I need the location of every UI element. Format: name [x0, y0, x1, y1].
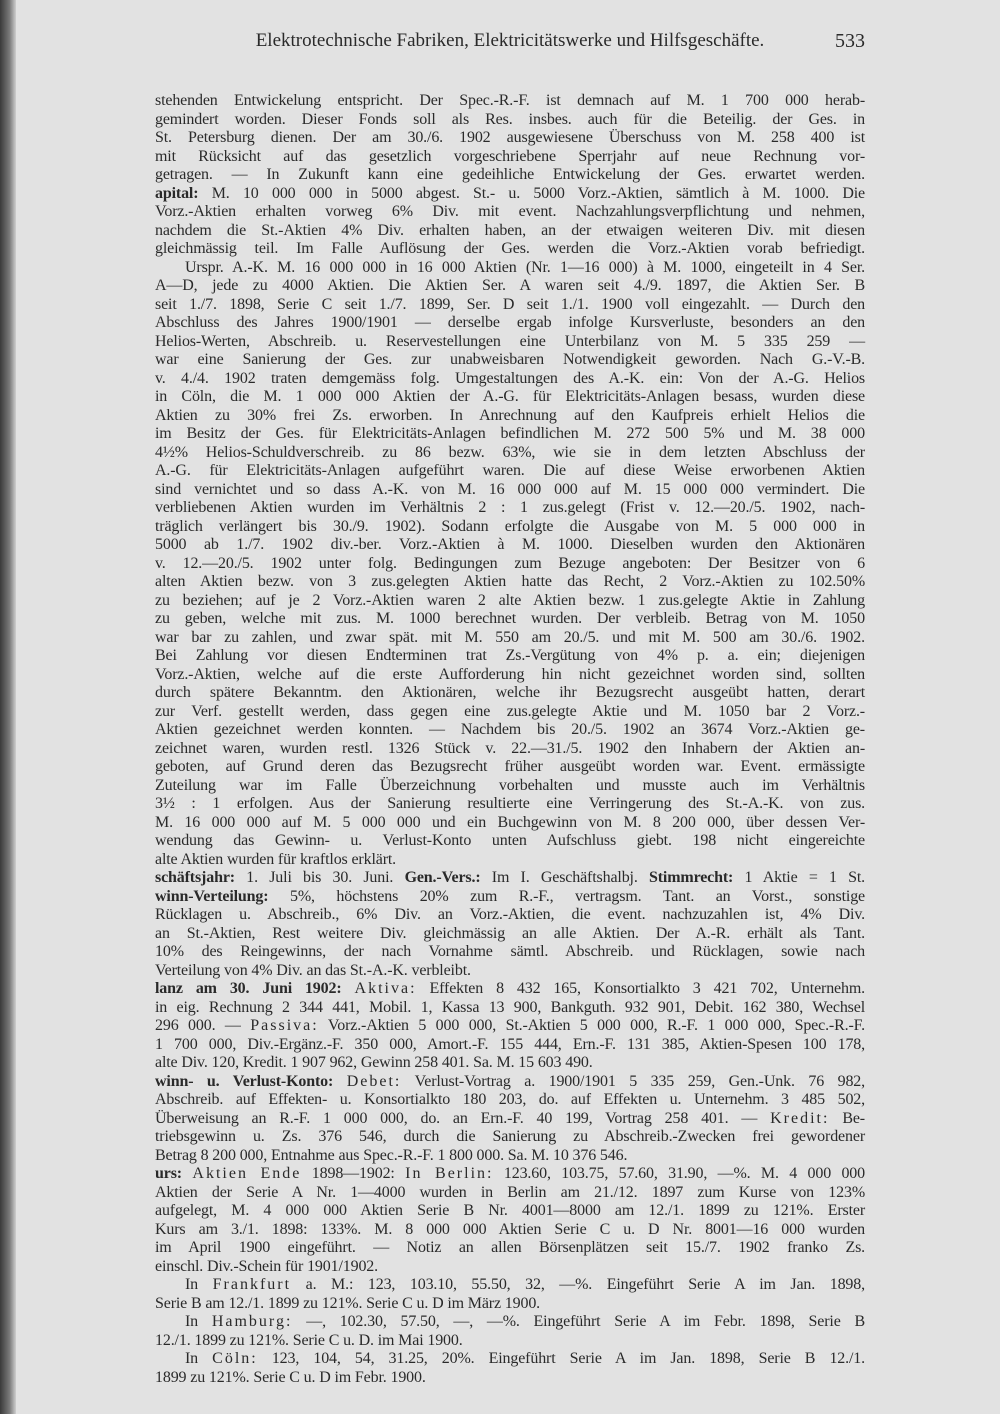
text-segment: gleichmässig teil. Im Falle Auflösung der Ges. werden die Vorz.-Aktien vorab befriedigt. [155, 240, 865, 257]
text-segment: gemindert worden. Dieser Fonds soll als Res. insbes. auch für die Beteilig. der Ges. in [155, 110, 865, 128]
spaced-term: Aktien Ende [192, 1165, 302, 1182]
text-segment: Überweisung an R.-F. 1 000 000, do. an Ern.-F. 40 199, Vortrag 258 401. — [155, 1109, 771, 1127]
text-line [155, 592, 865, 611]
run-in-heading: lanz am 30. Juni 1902: [155, 980, 342, 997]
text-line [155, 277, 865, 296]
page-number: 533 [835, 30, 865, 52]
text-segment: M. 10 000 000 in 5000 abgest. St.- u. 5000 Vorz.-Aktien, sämtlich à M. 1000. Die [198, 184, 865, 202]
text-line [155, 351, 865, 370]
run-in-heading: Gen.-Vers.: [404, 869, 481, 886]
text-segment: 5000 ab 1./7. 1902 div.-ber. Vorz.-Aktien à M. 1000. Dieselben wurden den Aktionären [155, 536, 865, 553]
text-line [155, 259, 865, 278]
text-line [155, 185, 865, 204]
text-segment: triebsgewinn u. Zs. 376 546, durch die Sanierung zu Abschreib.-Zwecken frei gewordener [155, 1128, 865, 1145]
text-line [155, 721, 865, 740]
text-segment: Betrag 8 200 000, Entnahme aus Spec.-R.-F. 1 800 000. Sa. M. 10 376 546. [155, 1146, 628, 1164]
text-segment: alte Aktien wurden für kraftlos erklärt. [155, 850, 397, 868]
text-line [155, 1350, 865, 1369]
text-segment: an St.-Aktien, Rest weitere Div. gleichmässig an alle Aktien. Der A.-R. erhält als Tant. [155, 924, 865, 942]
text-segment: 1898—1902: [301, 1165, 406, 1182]
text-segment: v. 4./4. 1902 traten demgemäss folg. Umgestaltungen des A.-K. ein: Von der A.-G. Helios [155, 369, 865, 387]
run-in-heading: winn- u. Verlust-Konto: [155, 1072, 334, 1090]
text-segment: seit 1./7. 1898, Serie C seit 1./7. 1899, Ser. D seit 1./1. 1900 voll eingezahlt. — Durch den [155, 295, 865, 313]
text-line [155, 1258, 865, 1277]
text-line [155, 1276, 865, 1295]
text-segment: Serie B am 12./1. 1899 zu 121%. Serie C u. D im März 1900. [155, 1294, 541, 1312]
text-segment: 296 000. — [155, 1017, 251, 1034]
text-segment: 123.60, 103.75, 57.60, 31.90, —%. M. 4 000 000 [493, 1165, 865, 1182]
text-segment: A—D, jede zu 4000 Aktien. Die Aktien Ser. A waren seit 4./9. 1897, die Aktien Ser. B [155, 277, 865, 294]
run-in-heading: Stimmrecht: [648, 869, 734, 886]
spaced-term: Kredit: [770, 1109, 830, 1127]
text-segment [333, 1073, 347, 1090]
text-segment: 1 700 000, Div.-Ergänz.-F. 350 000, Amort.-F. 155 444, Ern.-F. 131 385, Aktien-Spesen 100 178, [155, 1035, 865, 1053]
text-segment: Abschreib. auf Effekten- u. Konsortialkto 180 203, do. auf Effekten u. Unternehm. 3 485 502, [155, 1091, 865, 1108]
text-line [155, 1239, 865, 1258]
text-segment [182, 1165, 192, 1182]
text-line [155, 573, 865, 592]
running-header-title: Elektrotechnische Fabriken, Elektricitätswerke und Hilfsgeschäfte. [255, 30, 765, 51]
text-line [155, 758, 865, 777]
text-segment: Rücklagen u. Abschreib., 6% Div. an Vorz.-Aktien, die event. nachzuzahlen ist, 4% Div. [155, 906, 865, 923]
text-line [155, 370, 865, 389]
text-segment: zur Verf. gestellt werden, dass gegen eine zus.gelegte Aktie und M. 1050 bar 2 Vorz.- [155, 702, 865, 720]
text-line [155, 222, 865, 241]
text-segment: St. Petersburg dienen. Der am 30./6. 1902 ausgewiesene Überschuss von M. 258 400 ist [155, 129, 865, 146]
text-segment: zu beziehen; auf je 2 Vorz.-Aktien waren 2 alte Aktien bezw. 1 zus.gelegte Aktie in Zahlung [155, 591, 865, 609]
text-segment: Verlust-Vortrag a. 1900/1901 5 335 259, Gen.-Unk. 76 982, [401, 1072, 865, 1090]
text-line [155, 610, 865, 629]
text-segment: A.-G. für Elektricitäts-Anlagen aufgeführt waren. Die auf diese Weise erworbenen Aktien [155, 462, 865, 479]
text-segment: In [185, 1350, 213, 1367]
text-segment: 5%, höchstens 20% zum R.-F., vertragsm. Tant. an Vorst., sonstige [268, 887, 865, 905]
text-segment: aufgelegt, M. 4 000 000 Aktien Serie B Nr. 4001—8000 am 12./1. 1899 zu 121%. Erster [155, 1202, 865, 1219]
text-line [155, 240, 865, 259]
text-line [155, 555, 865, 574]
spaced-term: Hamburg: [211, 1313, 293, 1330]
text-line [155, 999, 865, 1018]
text-line [155, 111, 865, 130]
text-line [155, 1036, 865, 1055]
text-segment: nachdem die St.-Aktien 4% Div. erhalten haben, an der etwaigen weiteren Div. mit diesen [155, 221, 865, 239]
spaced-term: Aktiva: [354, 980, 417, 997]
text-segment: durch spätere Bekanntm. den Aktionären, welche ihr Bezugsrecht ausgeübt hatten, derart [155, 684, 865, 701]
text-line [155, 777, 865, 796]
spaced-term: In Berlin: [405, 1165, 494, 1182]
text-line [155, 629, 865, 648]
text-segment: in Cöln, die M. 1 000 000 Aktien der A.-G. für Elektricitäts-Anlagen besass, wurden diese [155, 388, 865, 405]
text-segment: im Besitz der Ges. für Elektricitäts-Anlagen befindlichen M. 272 500 5% und M. 38 000 [155, 425, 865, 442]
text-segment: zu geben, welche mit zus. M. 1000 berechnet wurden. Der verbleib. Betrag von M. 1050 [155, 610, 865, 627]
text-line [155, 407, 865, 426]
text-segment [342, 980, 355, 997]
text-segment: träglich verlängert bis 30./9. 1902). Sodann erfolgte die Ausgabe von M. 5 000 000 in [155, 517, 865, 535]
text-line [155, 129, 865, 148]
text-line [155, 1110, 865, 1129]
running-header [155, 30, 865, 56]
text-line [155, 684, 865, 703]
text-line [155, 444, 865, 463]
text-segment: in eig. Rechnung 2 344 441, Mobil. 1, Kassa 13 900, Bankguth. 932 901, Debit. 162 380, Wechsel [155, 998, 865, 1016]
text-line [155, 906, 865, 925]
text-segment: Verteilung von 4% Div. an das St.-A.-K. verbleibt. [155, 961, 471, 979]
text-segment: Aktien zu 30% frei Zs. erworben. In Anrechnung auf den Kaufpreis erhielt Helios die [155, 406, 865, 424]
spaced-term: Passiva: [250, 1017, 319, 1034]
text-line [155, 1147, 865, 1166]
run-in-heading: schäftsjahr: [155, 869, 235, 886]
text-line [155, 536, 865, 555]
text-segment: stehenden Entwickelung entspricht. Der Spec.-R.-F. ist demnach auf M. 1 700 000 herab- [155, 92, 865, 109]
text-segment: Helios-Werten, Abschreib. u. Reservestellungen eine Unterbilanz von M. 5 335 259 — [155, 332, 865, 350]
text-line [155, 943, 865, 962]
text-segment: Vorz.-Aktien, welche auf die erste Aufforderung hin nicht gezeichnet worden sind, sollten [155, 665, 865, 683]
text-line [155, 203, 865, 222]
text-line [155, 703, 865, 722]
text-segment: verbliebenen Aktien wurden im Verhältnis 2 : 1 zus.gelegt (Frist v. 12.—20./5. 1902, nach- [155, 499, 865, 516]
text-line [155, 925, 865, 944]
text-segment: im April 1900 eingeführt. — Notiz an allen Börsenplätzen seit 15./7. 1902 franko Zs. [155, 1239, 865, 1256]
text-line [155, 296, 865, 315]
text-segment: a. M.: 123, 103.10, 55.50, 32, —%. Eingeführt Serie A im Jan. 1898, [291, 1276, 865, 1293]
text-segment: Aktien gezeichnet werden konnten. — Nachdem bis 20./5. 1902 an 3674 Vorz.-Aktien ge- [155, 721, 865, 738]
text-line [155, 666, 865, 685]
text-segment: zeichnet waren, wurden restl. 1326 Stück v. 22.—31./5. 1902 den Inhabern der Aktien an- [155, 739, 865, 757]
text-segment: einschl. Div.-Schein für 1901/1902. [155, 1257, 379, 1275]
text-segment: war eine Sanierung der Ges. zur unabweisbaren Notwendigkeit geworden. Nach G.-V.-B. [155, 351, 865, 368]
text-line [155, 869, 865, 888]
text-line [155, 92, 865, 111]
text-line [155, 740, 865, 759]
text-line [155, 888, 865, 907]
text-segment: v. 12.—20./5. 1902 unter folg. Bedingungen zum Bezuge angeboten: Der Besitzer von 6 [155, 554, 865, 572]
text-line [155, 1073, 865, 1092]
text-line [155, 499, 865, 518]
spaced-term: Frankfurt [212, 1276, 292, 1293]
text-segment: Im I. Geschäftshalbj. [480, 869, 649, 886]
text-segment: mit Rücksicht auf das gesetzlich vorgeschriebene Sperrjahr auf neue Rechnung vor- [155, 147, 865, 165]
text-segment: alten Aktien bezw. von 3 zus.gelegten Aktien hatte das Recht, 2 Vorz.-Aktien zu 102.50% [155, 573, 865, 590]
text-line [155, 1184, 865, 1203]
run-in-heading: urs: [155, 1165, 182, 1182]
text-line [155, 1295, 865, 1314]
text-line [155, 314, 865, 333]
text-line [155, 481, 865, 500]
text-segment: 12./1. 1899 zu 121%. Serie C u. D. im Mai 1900. [155, 1331, 463, 1349]
text-line [155, 166, 865, 185]
text-segment: Abschluss des Jahres 1900/1901 — derselbe ergab infolge Kursverluste, besonders an den [155, 314, 865, 331]
text-line [155, 1313, 865, 1332]
text-line [155, 962, 865, 981]
text-line [155, 462, 865, 481]
text-line [155, 333, 865, 352]
text-line [155, 647, 865, 666]
text-segment: geboten, auf Grund deren das Bezugsrecht früher ausgeübt worden war. Event. ermässigte [155, 758, 865, 775]
text-segment: In [185, 1276, 213, 1293]
text-line [155, 1369, 865, 1388]
text-line [155, 1202, 865, 1221]
text-segment: 3½ : 1 erfolgen. Aus der Sanierung resultierte eine Verringerung des St.-A.-K. von zus. [155, 795, 865, 812]
text-line [155, 1128, 865, 1147]
text-segment: In [185, 1313, 212, 1330]
text-segment: Zuteilung war im Falle Überzeichnung vorbehalten und musste auch im Verhältnis [155, 776, 865, 794]
text-segment: alte Div. 120, Kredit. 1 907 962, Gewinn 258 401. Sa. M. 15 603 490. [155, 1054, 593, 1071]
text-segment: wendung das Gewinn- u. Verlust-Konto unten Aufschluss giebt. 198 nicht eingereichte [155, 832, 865, 849]
text-segment: getragen. — In Zukunft kann eine gedeihliche Entwickelung der Ges. erwartet werden. [155, 166, 865, 183]
text-line [155, 795, 865, 814]
book-binding-edge [0, 0, 16, 1414]
spaced-term: Cöln: [212, 1350, 258, 1367]
text-line [155, 980, 865, 999]
text-line [155, 1017, 865, 1036]
text-segment: 10% des Reingewinns, der nach Vornahme sämtl. Abschreib. und Rücklagen, sowie nach [155, 943, 865, 960]
text-segment: Be- [829, 1109, 865, 1127]
text-segment: 123, 104, 54, 31.25, 20%. Eingeführt Serie A im Jan. 1898, Serie B 12./1. [257, 1350, 865, 1367]
text-line [155, 425, 865, 444]
text-line [155, 1221, 865, 1240]
text-segment: sind vernichtet und so dass A.-K. von M. 16 000 000 auf M. 15 000 000 vermindert. Die [155, 480, 865, 498]
text-segment: 4½% Helios-Schuldverschreib. zu 86 bezw. 63%, wie sie in dem letzten Abschluss der [155, 443, 865, 461]
text-line [155, 1054, 865, 1073]
text-segment: Bei Zahlung vor diesen Endterminen trat Zs.-Vergütung von 4% p. a. ein; diejenigen [155, 647, 865, 664]
text-segment: M. 16 000 000 auf M. 5 000 000 und ein Buchgewinn von M. 8 200 000, über dessen Ver- [155, 813, 865, 831]
text-segment: —, 102.30, 57.50, —, —%. Eingeführt Serie A im Febr. 1898, Serie B [292, 1313, 865, 1330]
text-line [155, 1332, 865, 1351]
run-in-heading: winn-Verteilung: [155, 887, 269, 905]
text-segment: Vorz.-Aktien 5 000 000, St.-Aktien 5 000 000, R.-F. 1 000 000, Spec.-R.-F. [318, 1017, 865, 1034]
text-line [155, 148, 865, 167]
text-line [155, 851, 865, 870]
text-segment: Aktien der Serie A Nr. 1—4000 wurden in Berlin am 21./12. 1897 zum Kurse von 123% [155, 1183, 865, 1201]
text-line [155, 1091, 865, 1110]
text-segment: Urspr. A.-K. M. 16 000 000 in 16 000 Aktien (Nr. 1—16 000) à M. 1000, eingeteilt in 4 Ser. [185, 258, 865, 276]
text-segment: 1. Juli bis 30. Juni. [234, 869, 405, 886]
body-text [155, 92, 865, 1387]
text-line [155, 814, 865, 833]
text-line [155, 388, 865, 407]
text-line [155, 518, 865, 537]
text-segment: war bar zu zahlen, und zwar spät. mit M. 550 am 20./5. und mit M. 500 am 30./6. 1902. [155, 628, 865, 646]
text-segment: Kurs am 3./1. 1898: 133%. M. 8 000 000 Aktien Serie C u. D Nr. 8001—16 000 wurden [155, 1220, 865, 1238]
text-segment: 1 Aktie = 1 St. [733, 869, 866, 886]
text-line [155, 1165, 865, 1184]
text-segment: Effekten 8 432 165, Konsortialkto 3 421 702, Unternehm. [416, 980, 866, 997]
run-in-heading: apital: [155, 184, 199, 202]
text-line [155, 832, 865, 851]
text-segment: Vorz.-Aktien erhalten vorweg 6% Div. mit event. Nachzahlungsverpflichtung und nehmen, [155, 203, 865, 220]
spaced-term: Debet: [346, 1072, 402, 1090]
text-segment: 1899 zu 121%. Serie C u. D im Febr. 1900. [155, 1368, 426, 1386]
